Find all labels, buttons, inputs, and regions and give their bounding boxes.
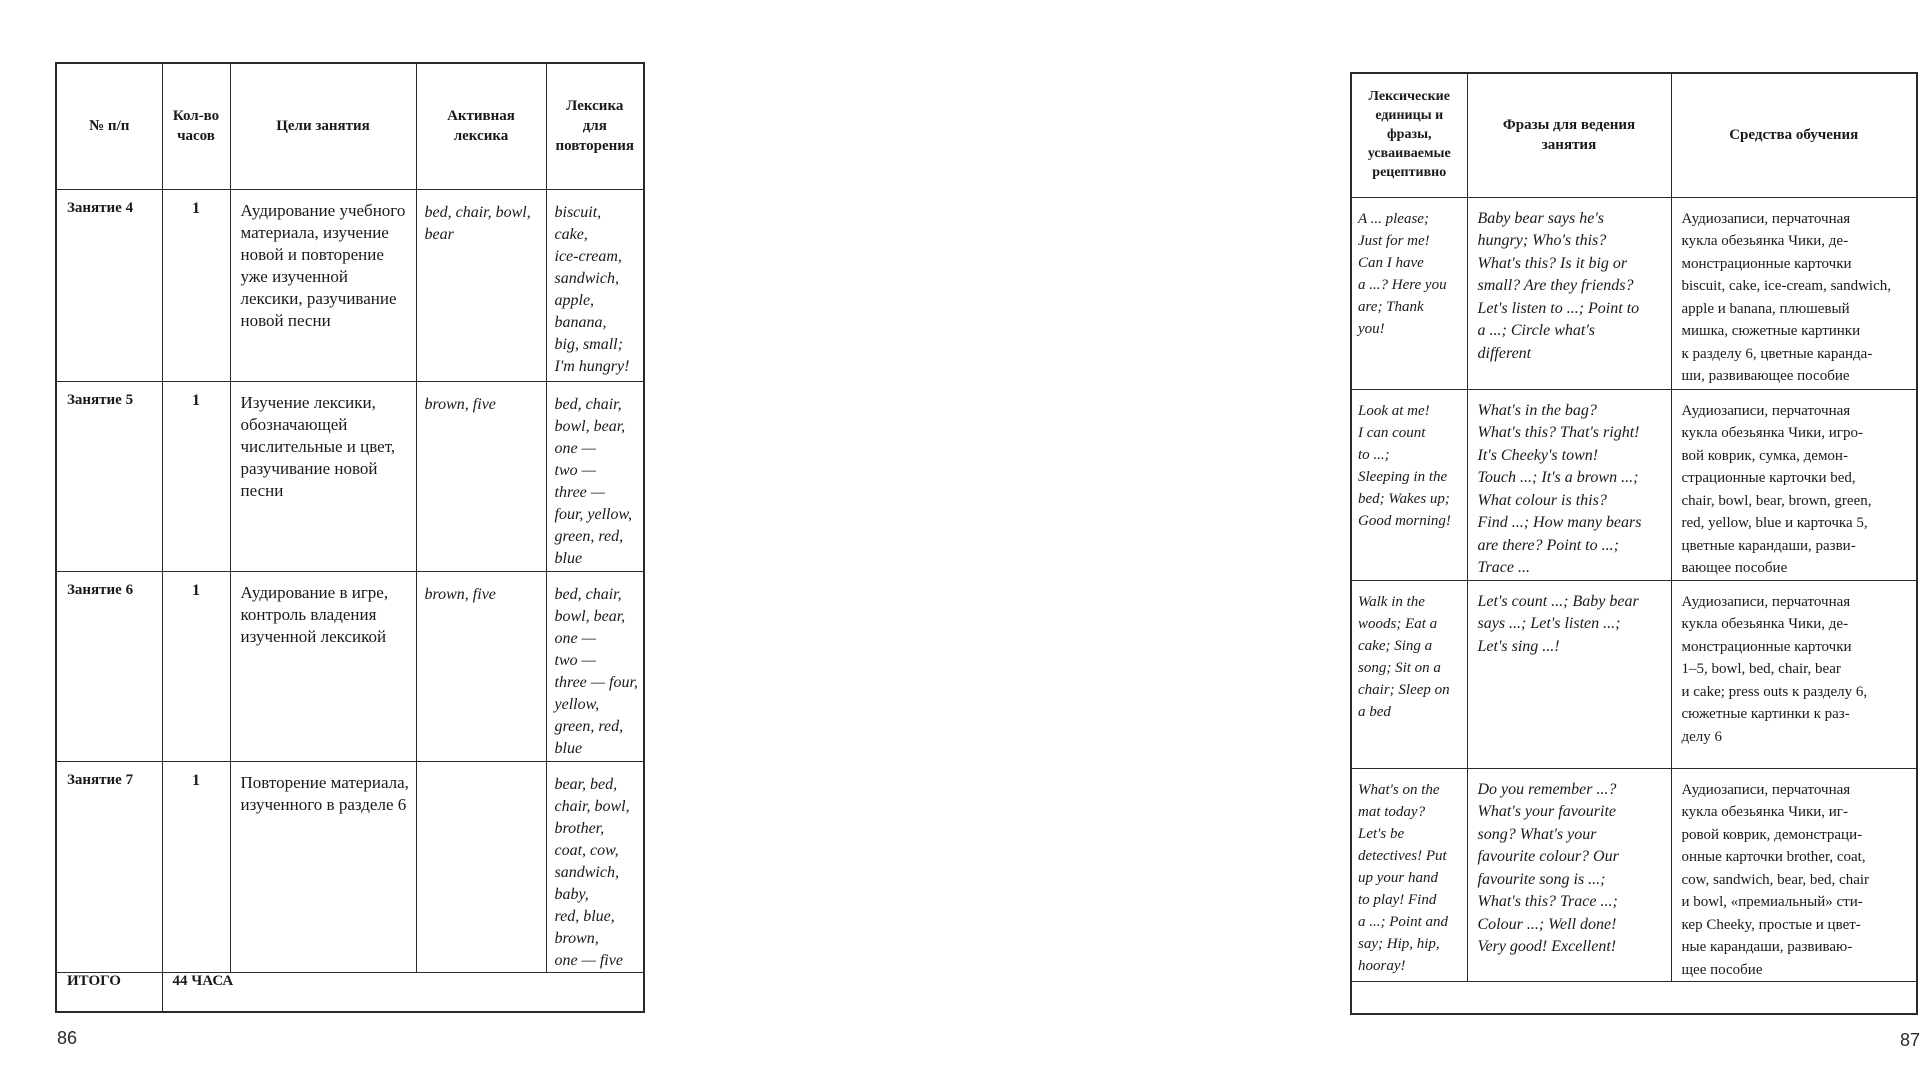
receptive-phrases: Look at me! I can count to ...; Sleeping in the bed; Wakes up; Good morning! — [1358, 402, 1451, 529]
total-row — [56, 972, 644, 1012]
header-goals: Цели занятия — [230, 63, 416, 189]
empty-row — [1351, 982, 1917, 1014]
table-header-row — [1351, 73, 1917, 197]
lesson-goals: Аудирование в игре, контроль владения изученной лексикой — [240, 582, 389, 646]
lesson-title: Занятие 6 — [67, 581, 134, 598]
lesson-goals: Аудирование учебного материала, изучение новой и повторение уже изученной лексики, разучивание новой песни — [240, 200, 406, 330]
receptive-phrases: A ... please; Just for me! Can I have a ...? Here you are; Thank you! — [1358, 210, 1447, 337]
header-phrases: Фразы для ведения занятия — [1467, 73, 1671, 197]
page-number: 87 — [1900, 1030, 1920, 1050]
lesson-plan-table-right — [1350, 72, 1918, 1015]
table-row — [1351, 580, 1917, 768]
lesson-hours: 1 — [192, 199, 200, 217]
teaching-means: Аудиозаписи, перчаточная кукла обезьянка Чики, игро- вой коврик, сумка, демон- страционные карточки bed, chair, bowl, bear, brown, green, red, yellow, blue и карточка 5, цветные карандаши, разви- вающее пособие — [1681, 402, 1872, 576]
right-page — [660, 0, 1920, 1080]
lesson-hours: 1 — [192, 581, 200, 599]
header-active-vocab: Активная лексика — [416, 63, 546, 189]
lesson-title: Занятие 5 — [67, 391, 134, 408]
teaching-means: Аудиозаписи, перчаточная кукла обезьянка Чики, де- монстрационные карточки 1–5, bowl, bed, chair, bear и cake; press outs к разделу 6, сюжетные картинки к раз- делу 6 — [1681, 593, 1868, 745]
table-row — [1351, 768, 1917, 982]
total-value: 44 ЧАСА — [172, 972, 234, 989]
page-number: 86 — [57, 1028, 78, 1048]
table-row — [56, 761, 644, 972]
active-vocab: brown, five — [424, 395, 496, 413]
teaching-means: Аудиозаписи, перчаточная кукла обезьянка Чики, де- монстрационные карточки biscuit, cake, ice-cream, sandwich, apple и banana, плюшевый мишка, сюжетные картинки к разделу 6, цветные каранда- ши, развивающее пособие — [1681, 210, 1891, 384]
header-review-vocab: Лексика для повторения — [546, 63, 644, 189]
table-row — [56, 571, 644, 761]
lesson-goals: Изучение лексики, обозначающей числительные и цвет, разучивание новой песни — [240, 392, 396, 500]
active-vocab: brown, five — [424, 585, 496, 603]
lesson-goals: Повторение материала, изученного в разделе 6 — [240, 772, 409, 814]
lesson-phrases: Let's count ...; Baby bear says ...; Let's listen ...; Let's sing ...! — [1477, 592, 1639, 655]
header-hours: Кол-во часов — [162, 63, 230, 189]
lesson-phrases: Baby bear says he's hungry; Who's this? What's this? Is it big or small? Are they friends? Let's listen to ...; Point to a ...; Circle what's different — [1477, 209, 1640, 362]
total-label: ИТОГО — [67, 972, 121, 989]
review-vocab: bear, bed, chair, bowl, brother, coat, cow, sandwich, baby, red, blue, brown, one — five — [554, 775, 630, 969]
empty-cell — [1351, 982, 1917, 1014]
header-number: № п/п — [56, 63, 162, 189]
header-means: Средства обучения — [1671, 73, 1917, 197]
lesson-phrases: What's in the bag? What's this? That's right! It's Cheeky's town! Touch ...; It's a brown ...; What colour is this? Find ...; How many bears are there? Point to ...; Trace ... — [1477, 401, 1642, 576]
review-vocab: biscuit, cake, ice-cream, sandwich, apple, banana, big, small; I'm hungry! — [554, 203, 630, 375]
receptive-phrases: What's on the mat today? Let's be detectives! Put up your hand to play! Find a ...; Point and say; Hip, hip, hooray! — [1358, 781, 1448, 974]
left-page — [0, 0, 660, 1080]
receptive-phrases: Walk in the woods; Eat a cake; Sing a song; Sit on a chair; Sleep on a bed — [1358, 593, 1450, 720]
table-row — [56, 381, 644, 571]
lesson-title: Занятие 7 — [67, 771, 134, 788]
active-vocab: bed, chair, bowl, bear — [424, 203, 531, 243]
review-vocab: bed, chair, bowl, bear, one — two — three — four, yellow, green, red, blue — [554, 585, 638, 757]
active-vocab — [417, 762, 546, 774]
table-row — [56, 189, 644, 381]
table-row — [1351, 389, 1917, 580]
header-receptive: Лексические единицы и фразы, усваиваемые рецептивно — [1351, 73, 1467, 197]
lesson-title: Занятие 4 — [67, 199, 134, 216]
table-row — [1351, 197, 1917, 389]
teaching-means: Аудиозаписи, перчаточная кукла обезьянка Чики, иг- ровой коврик, демонстраци- онные карточки brother, coat, cow, sandwich, bear, bed, chair и bowl, «премиальный» сти- кер Cheeky, простые и цвет- ные карандаши, развиваю- щее пособие — [1681, 781, 1870, 978]
lesson-phrases: Do you remember ...? What's your favourite song? What's your favourite colour? Our favourite song is ...; What's this? Trace ...; Colour ...; Well done! Very good! Excellent! — [1477, 780, 1619, 955]
table-header-row — [56, 63, 644, 189]
lesson-hours: 1 — [192, 391, 200, 409]
review-vocab: bed, chair, bowl, bear, one — two — three — four, yellow, green, red, blue — [554, 395, 632, 567]
lesson-hours: 1 — [192, 771, 200, 789]
lesson-plan-table-left — [55, 62, 645, 1013]
